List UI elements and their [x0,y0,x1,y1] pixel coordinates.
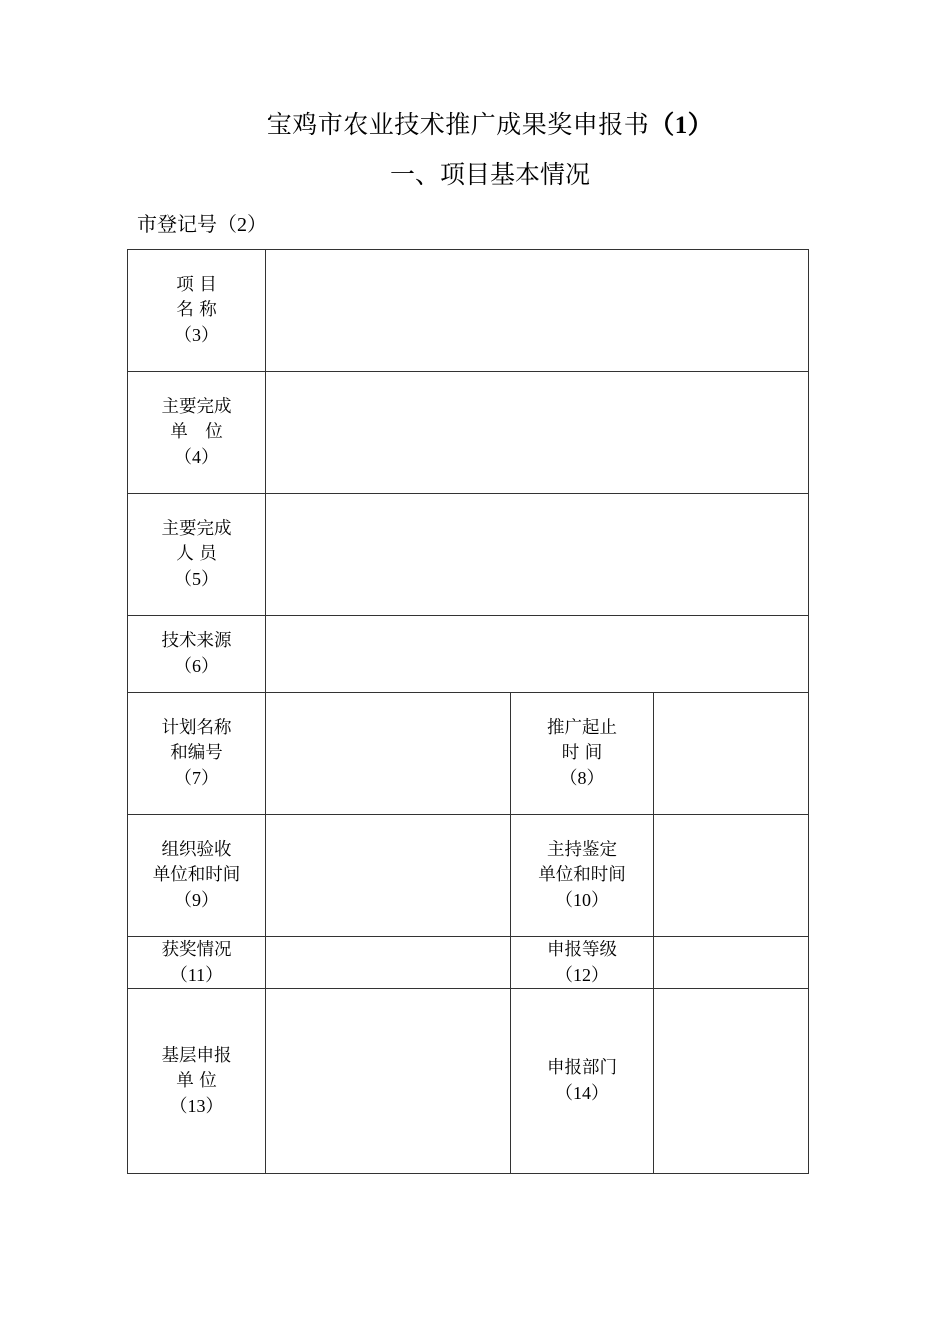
label-line: 推广起止 [547,718,617,738]
field-project-name[interactable] [266,250,809,372]
label-line: 主要完成 [161,397,232,417]
label-number: （11） [169,964,224,985]
label-line: 单 位 [170,422,223,442]
field-tech-source[interactable] [266,616,809,693]
application-form-table [127,249,809,1174]
field-appraise-unit[interactable] [654,815,809,937]
field-plan-name[interactable] [266,693,511,815]
document-title [0,107,950,144]
label-line: 名 称 [176,300,217,320]
section-title: 一、项目基本情况 [389,160,590,189]
label-line: 单位和时间 [538,865,626,885]
label-line: 主持鉴定 [547,840,617,860]
field-accept-unit[interactable] [266,815,511,937]
label-main-people [128,494,266,616]
label-line: 和编号 [170,743,223,763]
label-line: 技术来源 [161,631,232,651]
label-number: （9） [174,890,219,910]
label-number: （12） [555,964,609,985]
table-row [128,815,809,937]
label-line: 时 间 [561,743,603,763]
field-promo-time[interactable] [654,693,809,815]
field-apply-dept[interactable] [654,989,809,1174]
reg-label-number: （2） [217,214,267,236]
label-number: （14） [555,1083,609,1103]
label-number: （10） [555,890,609,910]
label-line: 申报等级 [547,939,617,960]
label-line: 主要完成 [161,519,232,539]
field-main-unit[interactable] [266,372,809,494]
label-number: （13） [169,1095,224,1116]
field-main-people[interactable] [266,494,809,616]
label-plan-name [128,693,266,815]
label-apply-dept [511,989,654,1174]
table-row [128,372,809,494]
title-number: （1） [649,112,714,139]
label-line: 申报部门 [547,1058,617,1078]
label-line: 获奖情况 [161,939,232,960]
table-row [128,693,809,815]
reg-label-text: 市登记号 [137,212,217,236]
label-number: （5） [174,569,219,589]
label-line: 组织验收 [161,840,232,860]
label-accept-unit [128,815,266,937]
label-number: （4） [174,447,219,467]
field-base-unit[interactable] [266,989,511,1174]
label-appraise-unit [511,815,654,937]
label-line: 项 目 [176,275,217,295]
table-row [128,616,809,693]
label-number: （3） [174,325,219,345]
label-tech-source [128,616,266,693]
table-row [128,937,809,989]
label-number: （8） [559,768,605,788]
label-main-unit [128,372,266,494]
table-row [128,989,809,1174]
label-line: 基层申报 [161,1045,232,1066]
label-line: 单位和时间 [152,865,241,885]
label-number: （6） [174,656,219,676]
label-awards [128,937,266,989]
label-line: 计划名称 [161,718,232,738]
table-row [128,494,809,616]
label-base-unit [128,989,266,1174]
label-line: 单 位 [176,1070,217,1091]
field-awards[interactable] [266,937,511,989]
label-line: 人 员 [176,544,217,564]
registration-number-label [137,208,267,241]
table-row [128,250,809,372]
label-promo-time [511,693,654,815]
title-text: 宝鸡市农业技术推广成果奖申报书 [266,110,650,139]
field-apply-level[interactable] [654,937,809,989]
label-apply-level [511,937,654,989]
label-number: （7） [174,768,219,788]
label-project-name [128,250,266,372]
